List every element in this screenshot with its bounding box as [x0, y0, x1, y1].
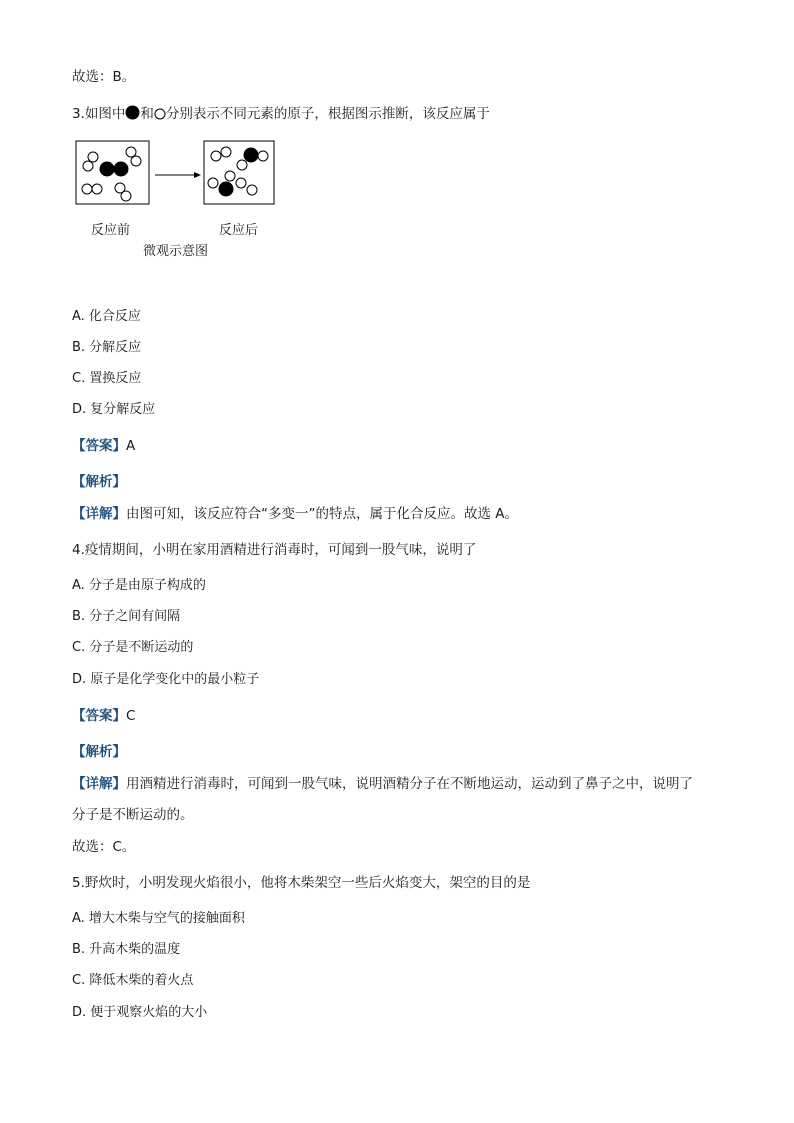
- analysis-tag: 【解析】: [72, 744, 126, 760]
- q3-stem-suffix: 分别表示不同元素的原子，根据图示推断，该反应属于: [165, 106, 490, 122]
- before-label: 反应前: [91, 223, 131, 238]
- q3-option-a: A. 化合反应: [72, 309, 141, 324]
- q4-analysis-tag: [72, 742, 126, 762]
- q4-detail-text: 用酒精进行消毒时，可闻到一股气味，说明酒精分子在不断地运动，运动到了鼻子之中，说明了: [126, 776, 693, 792]
- q5-option-b: B. 升高木柴的温度: [72, 942, 181, 957]
- q4-option-c: C. 分子是不断运动的: [72, 640, 194, 655]
- after-label: 反应后: [219, 223, 259, 238]
- q3-answer-value: A: [126, 438, 136, 454]
- q2-conclusion: 故选：B。: [72, 69, 136, 85]
- detail-tag: 【详解】: [72, 776, 126, 792]
- q4-conclusion: 故选：C。: [72, 839, 136, 855]
- q4-stem: 4.疫情期间，小明在家用酒精进行消毒时，可闻到一股气味，说明了: [72, 542, 477, 558]
- q3-stem-mid: 和: [140, 106, 154, 122]
- q5-option-d: D. 便于观察火焰的大小: [72, 1005, 208, 1020]
- analysis-tag: 【解析】: [72, 474, 126, 490]
- q5-option-c: C. 降低木柴的着火点: [72, 973, 194, 988]
- q3-option-b: B. 分解反应: [72, 340, 142, 355]
- q3-analysis-tag: [72, 472, 126, 492]
- detail-tag: 【详解】: [72, 506, 126, 522]
- after-box: [204, 141, 274, 204]
- q4-detail-line1: [72, 774, 693, 794]
- q4-detail-line2: 分子是不断运动的。: [72, 807, 194, 823]
- q3-detail-text: 由图可知，该反应符合“多变一”的特点，属于化合反应。故选 A。: [126, 506, 519, 522]
- answer-tag: 【答案】: [72, 708, 126, 724]
- q3-option-d: D. 复分解反应: [72, 402, 156, 417]
- q4-answer-value: C: [126, 708, 136, 724]
- q3-option-c: C. 置换反应: [72, 371, 142, 386]
- q4-option-a: A. 分子是由原子构成的: [72, 578, 206, 593]
- q3-stem-prefix: 3.如图中: [72, 106, 126, 122]
- q4-option-b: B. 分子之间有间隔: [72, 609, 181, 624]
- q5-option-a: A. 增大木柴与空气的接触面积: [72, 911, 245, 926]
- arrow-head: [194, 172, 201, 178]
- q5-stem: 5.野炊时，小明发现火焰很小，他将木柴架空一些后火焰变大，架空的目的是: [72, 875, 531, 891]
- diagram-caption: 微观示意图: [143, 244, 209, 259]
- q3-detail: [72, 504, 518, 524]
- q3-answer: [72, 436, 135, 456]
- q4-answer: [72, 706, 135, 726]
- answer-tag: 【答案】: [72, 438, 126, 454]
- q4-option-d: D. 原子是化学变化中的最小粒子: [72, 672, 260, 687]
